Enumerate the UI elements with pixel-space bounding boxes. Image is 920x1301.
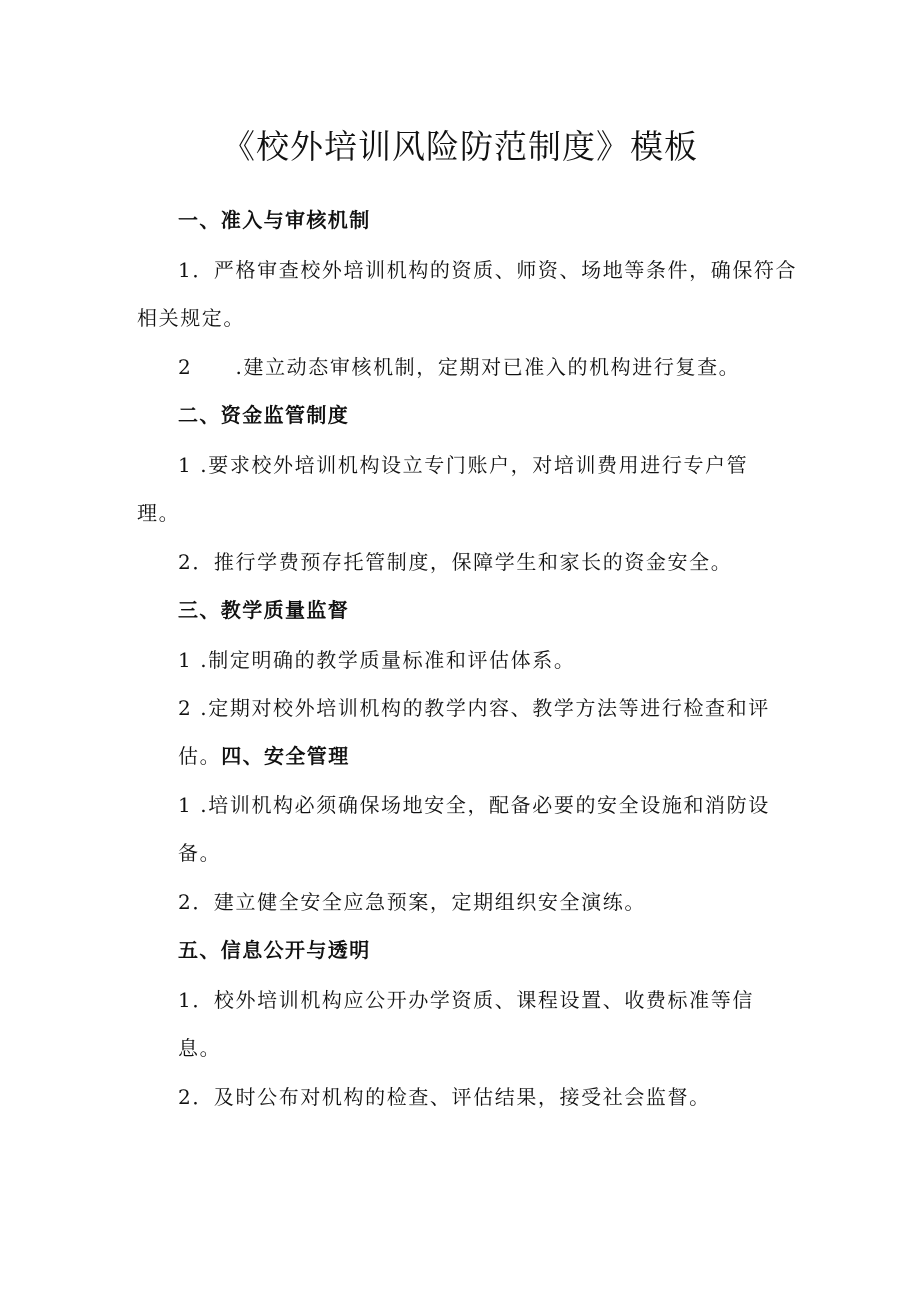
section-heading-4: 四、安全管理 [221, 744, 350, 768]
section-4-item-2-line-1: 2．建立健全安全应急预案，定期组织安全演练。 [178, 890, 646, 914]
section-3-item-2-line-1: 2 .定期对校外培训机构的教学内容、教学方法等进行检查和评 [178, 696, 770, 720]
section-2-item-1-line-2: 理。 [137, 501, 181, 525]
section-5-item-1-line-2: 息。 [178, 1036, 222, 1060]
section-5-item-2-line-1: 2．及时公布对机构的检查、评估结果，接受社会监督。 [178, 1085, 711, 1109]
section-heading-5: 五、信息公开与透明 [178, 938, 371, 962]
section-1-item-1-line-2: 相关规定。 [137, 306, 245, 330]
section-2-item-2-line-1: 2．推行学费预存托管制度，保障学生和家长的资金安全。 [178, 550, 733, 574]
section-heading-1: 一、准入与审核机制 [178, 208, 371, 232]
section-3-item-2-line-2: 估。 [178, 744, 222, 768]
section-3-item-1-line-1: 1 .制定明确的教学质量标准和评估体系。 [178, 648, 576, 672]
section-heading-2: 二、资金监管制度 [178, 403, 350, 427]
section-2-item-1-line-1: 1 .要求校外培训机构设立专门账户，对培训费用进行专户管 [178, 453, 749, 477]
section-4-item-1-line-1: 1 .培训机构必须确保场地安全，配备必要的安全设施和消防设 [178, 793, 770, 817]
section-4-item-1-line-2: 备。 [178, 841, 222, 865]
document-title: 《校外培训风险防范制度》模板 [222, 127, 698, 166]
section-1-item-1-line-1: 1．严格审查校外培训机构的资质、师资、场地等条件，确保符合 [178, 258, 798, 282]
section-heading-3: 三、教学质量监督 [178, 598, 350, 622]
section-5-item-1-line-1: 1．校外培训机构应公开办学资质、课程设置、收费标准等信 [178, 988, 754, 1012]
section-1-item-2-line-1: 2 .建立动态审核机制，定期对已准入的机构进行复查。 [178, 355, 741, 379]
section-3-4-combined-line [178, 741, 350, 771]
